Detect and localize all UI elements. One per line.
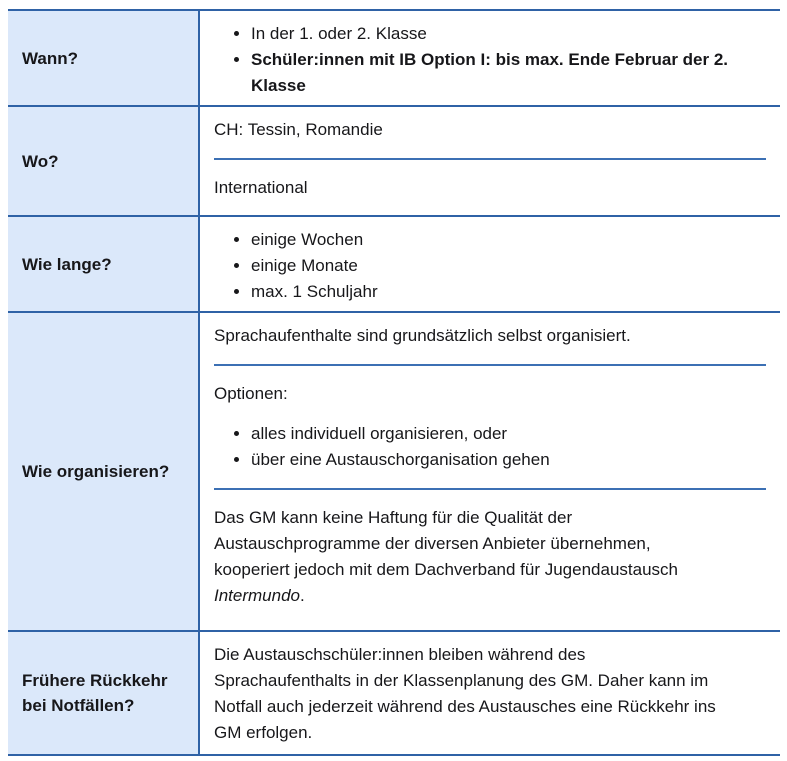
list-item: • alles individuell organisieren, oder bbox=[251, 421, 766, 447]
bullet-list bbox=[214, 227, 766, 305]
cell-divider bbox=[214, 364, 766, 366]
table-row-fruehere-rueckkehr bbox=[8, 632, 780, 756]
row-content-cell bbox=[200, 107, 780, 215]
list-item: • einige Wochen bbox=[251, 227, 766, 253]
row-label-cell bbox=[8, 107, 200, 215]
cell-divider bbox=[214, 158, 766, 160]
table-row-wie-lange bbox=[8, 217, 780, 313]
cell-divider bbox=[214, 488, 766, 490]
bullet-list bbox=[214, 21, 766, 99]
row-label: Wo? bbox=[22, 151, 59, 171]
row-content-cell bbox=[200, 217, 780, 311]
intro-text: Sprachaufenthalte sind grundsätzlich selbst organisiert. bbox=[214, 326, 631, 345]
text-line: CH: Tessin, Romandie bbox=[214, 120, 383, 139]
row-label: Frühere Rückkehr bei Notfällen? bbox=[22, 671, 168, 715]
body-text: Die Austauschschüler:innen bleiben während des Sprachaufenthalts in der Klassenplanung des GM. Daher kann im Notfall auch jederzeit während des Austausches eine Rückkehr ins GM erfolgen. bbox=[214, 645, 716, 742]
bullet-list bbox=[214, 421, 766, 473]
row-content-cell bbox=[200, 313, 780, 630]
row-label-cell bbox=[8, 313, 200, 630]
info-table bbox=[8, 9, 780, 756]
note-text bbox=[214, 505, 722, 609]
table-row-wie-organisieren bbox=[8, 313, 780, 632]
table-row-wann bbox=[8, 11, 780, 107]
row-label-cell bbox=[8, 11, 200, 105]
note-italic-word: Intermundo bbox=[214, 586, 300, 605]
list-item: • In der 1. oder 2. Klasse bbox=[251, 21, 766, 47]
row-content-cell bbox=[200, 632, 780, 754]
note-text-before: Das GM kann keine Haftung für die Qualität der Austauschprogramme der diversen Anbieter übernehmen, kooperiert jedoch mit dem Dachverband für Jugendaustausch bbox=[214, 508, 678, 579]
row-label-cell bbox=[8, 217, 200, 311]
row-content-cell bbox=[200, 11, 780, 105]
options-label: Optionen: bbox=[214, 384, 288, 403]
text-line: International bbox=[214, 178, 308, 197]
row-label-cell bbox=[8, 632, 200, 754]
list-item: • einige Monate bbox=[251, 253, 766, 279]
table-row-wo bbox=[8, 107, 780, 217]
list-item: • max. 1 Schuljahr bbox=[251, 279, 766, 305]
row-label: Wie lange? bbox=[22, 254, 112, 274]
list-item: • Schüler:innen mit IB Option I: bis max. Ende Februar der 2. Klasse bbox=[251, 47, 766, 99]
list-item: • über eine Austauschorganisation gehen bbox=[251, 447, 766, 473]
row-label: Wann? bbox=[22, 48, 79, 68]
note-text-after: . bbox=[300, 586, 305, 605]
row-label: Wie organisieren? bbox=[22, 462, 170, 481]
